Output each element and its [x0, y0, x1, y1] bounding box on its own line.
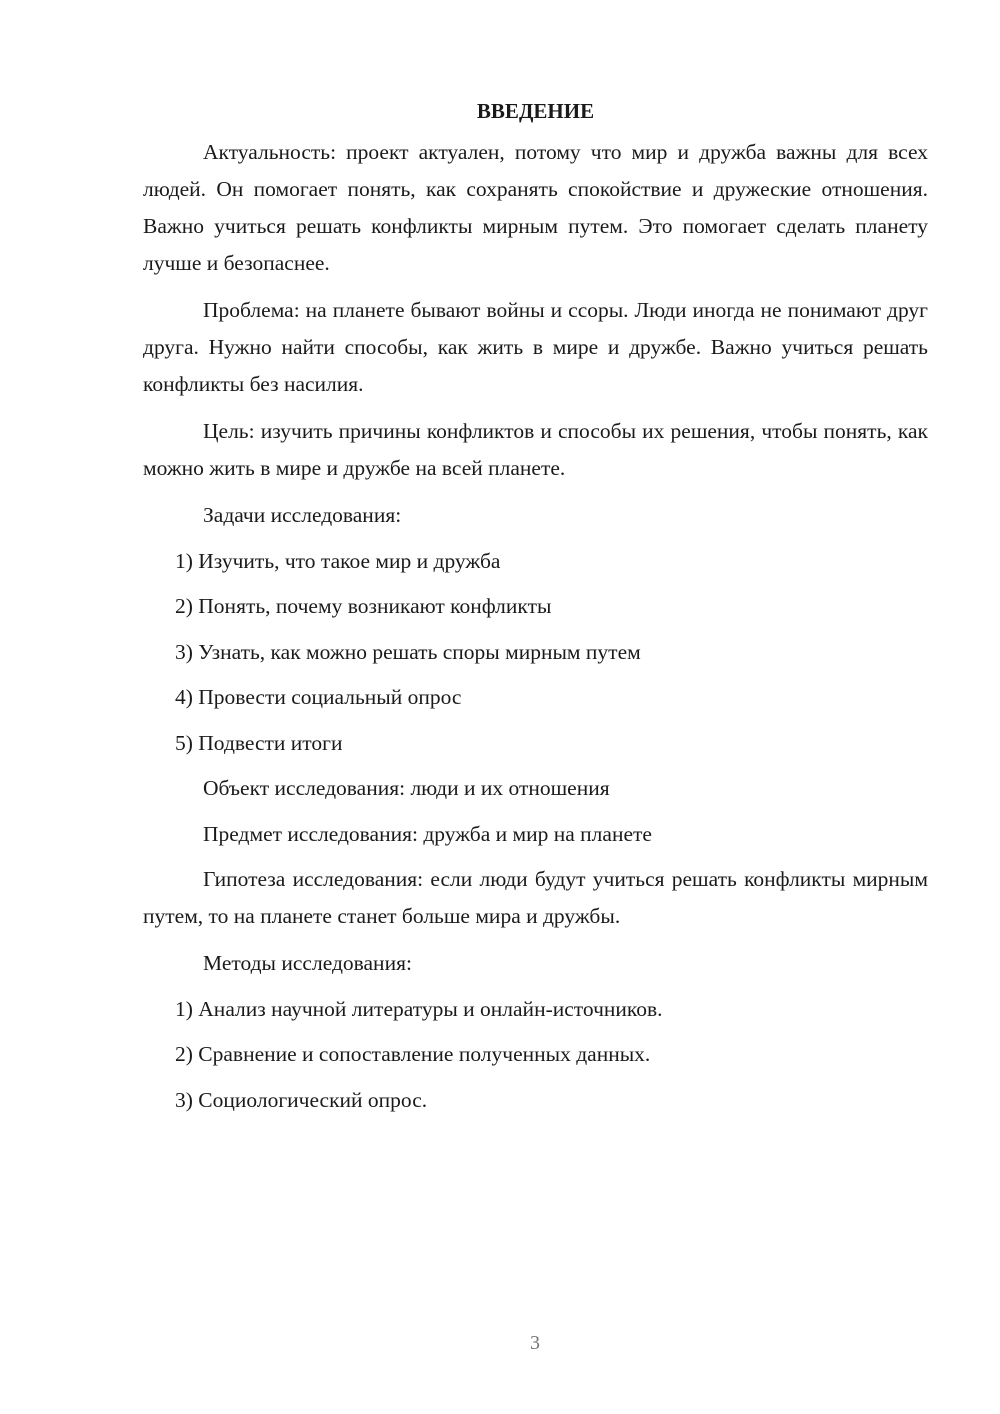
- method-item: 3) Социологический опрос.: [175, 1087, 428, 1112]
- task-item: 4) Провести социальный опрос: [175, 685, 462, 709]
- document-page: [143, 96, 928, 1127]
- section-title: ВВЕДЕНИЕ: [476, 99, 595, 123]
- methods-heading: Методы исследования:: [203, 951, 412, 975]
- relevance-paragraph: Актуальность: проект актуален, потому что мир и дружба важны для всех людей. Он помогает понять, как сохранять спокойствие и дружеские отношения. Важно учиться решать конфликты мирным путем. Это помогает сделать планету лучше и безопаснее.: [143, 140, 928, 275]
- tasks-heading: Задачи исследования:: [203, 503, 402, 527]
- object-line: Объект исследования: люди и их отношения: [203, 776, 610, 800]
- problem-paragraph: Проблема: на планете бывают войны и ссоры. Люди иногда не понимают друг друга. Нужно найти способы, как жить в мире и дружбе. Важно учиться решать конфликты без насилия.: [143, 298, 928, 396]
- hypothesis-paragraph: Гипотеза исследования: если люди будут учиться решать конфликты мирным путем, то на планете станет больше мира и дружбы.: [143, 867, 928, 928]
- task-item: 1) Изучить, что такое мир и дружба: [175, 548, 501, 573]
- task-item: 5) Подвести итоги: [175, 730, 343, 755]
- method-item: 2) Сравнение и сопоставление полученных данных.: [175, 1042, 651, 1066]
- goal-paragraph: Цель: изучить причины конфликтов и способы их решения, чтобы понять, как можно жить в мире и дружбе на всей планете.: [143, 419, 928, 480]
- task-item: 2) Понять, почему возникают конфликты: [175, 594, 552, 618]
- subject-line: Предмет исследования: дружба и мир на планете: [203, 821, 652, 846]
- page-number: 3: [530, 1332, 540, 1354]
- method-item: 1) Анализ научной литературы и онлайн-источников.: [175, 996, 663, 1021]
- task-item: 3) Узнать, как можно решать споры мирным путем: [175, 639, 641, 664]
